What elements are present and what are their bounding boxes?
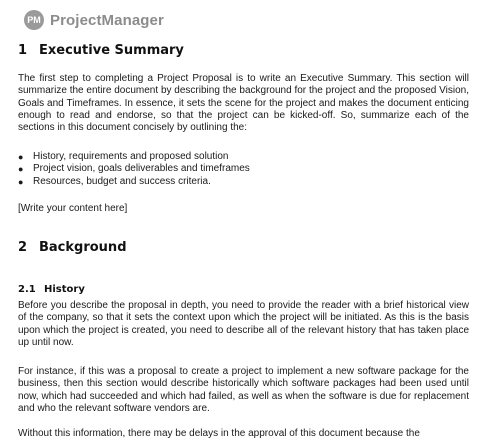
heading-executive-summary bbox=[18, 43, 184, 58]
heading-title: Background bbox=[39, 240, 127, 255]
logo-name: ProjectManager bbox=[50, 11, 164, 29]
heading-background bbox=[18, 240, 127, 255]
heading-number: 2.1 bbox=[18, 284, 36, 295]
heading-title: Executive Summary bbox=[39, 43, 184, 58]
bullet-icon: ● bbox=[18, 152, 24, 162]
list-item: ● Project vision, goals deliverables and timeframes bbox=[18, 163, 250, 175]
content-placeholder: [Write your content here] bbox=[18, 203, 128, 214]
bullet-icon: ● bbox=[18, 164, 24, 175]
bullet-icon: ● bbox=[18, 176, 24, 187]
heading-number: 2 bbox=[18, 240, 28, 255]
heading-title: History bbox=[44, 284, 85, 295]
list-item: ● Resources, budget and success criteria. bbox=[18, 175, 211, 187]
logo bbox=[24, 10, 164, 30]
logo-mark-icon: PM bbox=[24, 10, 44, 30]
executive-summary-bullets bbox=[18, 151, 469, 188]
history-paragraph-3: Without this information, there may be delays in the approval of this document because the bbox=[18, 428, 420, 439]
heading-number: 1 bbox=[18, 43, 28, 58]
history-paragraph-1: Before you describe the proposal in depth, you need to provide the reader with a brief historical view of the company, so that it sets the context upon which the project will be initiated. As this is the basis upon which the project is created, you need to describe all of the relevant history that has taken place up until now. bbox=[18, 300, 469, 348]
list-item: ● History, requirements and proposed solution bbox=[18, 151, 229, 162]
heading-history bbox=[18, 284, 85, 295]
executive-summary-intro: The first step to completing a Project Proposal is to write an Executive Summary. This section will summarize the entire document by describing the background for the project and the proposed Vision, Goals and Timeframes. In essence, it sets the scene for the project and makes the document enticing enough to read and endorse, so that the project can be kicked-off. So, summarize each of the sections in this document concisely by outlining the: bbox=[18, 73, 469, 134]
history-paragraph-2: For instance, if this was a proposal to create a project to implement a new software package for the business, then this section would describe historically which software packages had been used until now, which had succeeded and which had failed, as well as when the software is due for replacement and who the relevant software vendors are. bbox=[18, 366, 469, 414]
